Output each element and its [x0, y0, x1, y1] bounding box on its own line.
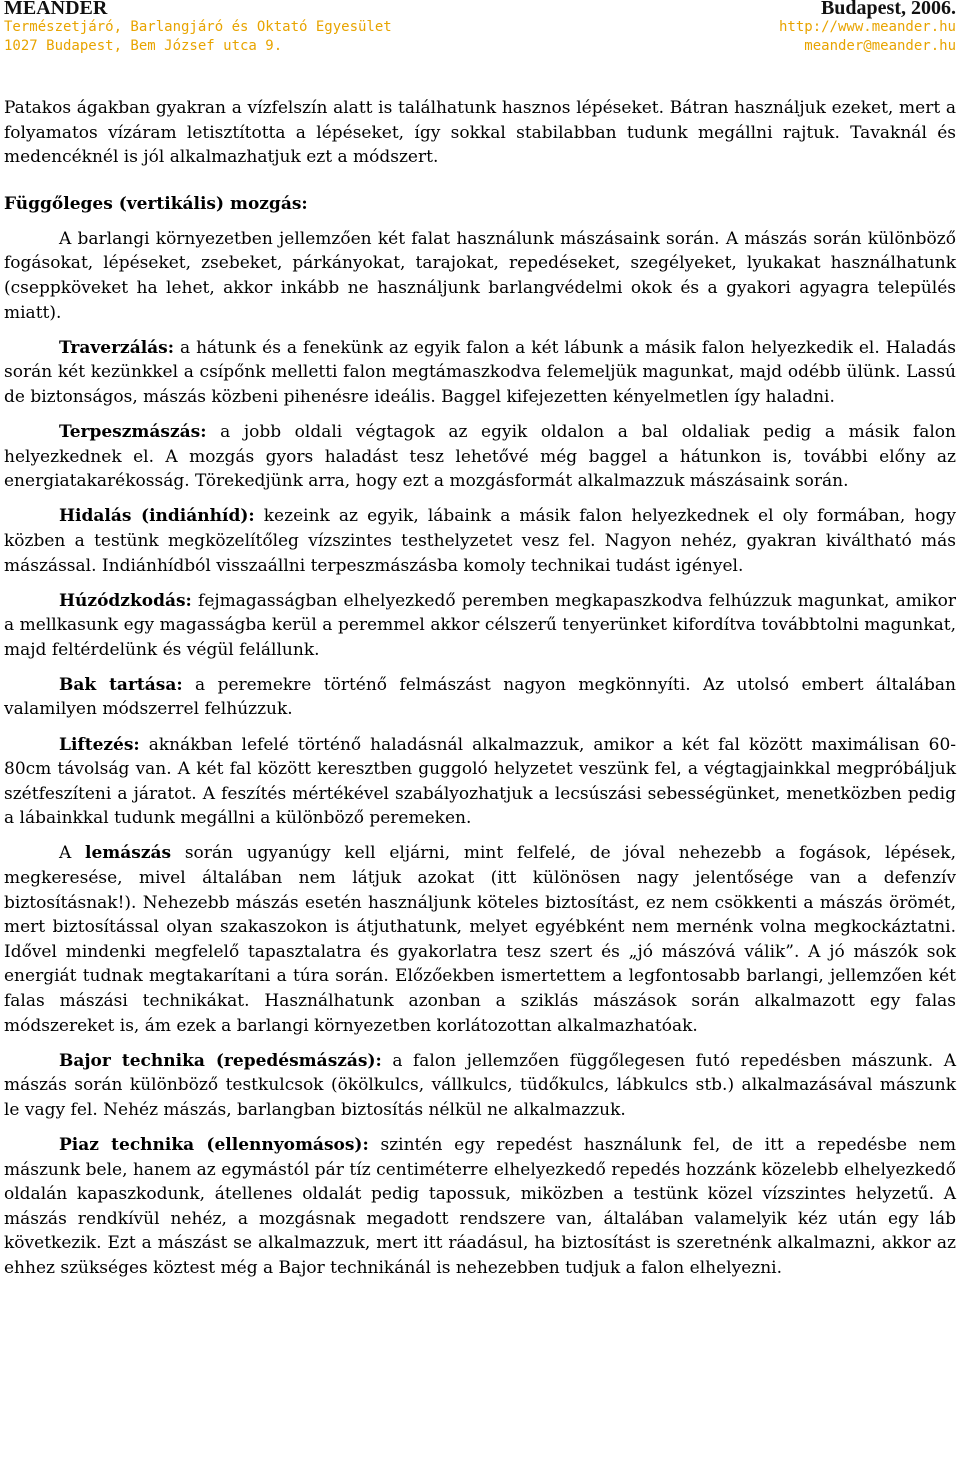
- term-bajor-technika: Bajor technika (repedésmászás):: [59, 1050, 382, 1071]
- page-header: [0, 0, 960, 72]
- section-heading: Függőleges (vertikális) mozgás:: [4, 193, 308, 214]
- header-left: [4, 0, 392, 56]
- paragraph-bajor-technika: [4, 1049, 956, 1123]
- header-right: [779, 0, 956, 56]
- text-bajor-technika: a falon jellemzően függőlegesen futó repedésben mászunk. A mászás során különböző testkulcsok (ökölkulcs, vállkulcs, tüdőkulcs, lábkulcs stb.) alkalmazásával mászunk le vagy fel. Nehéz mászás, barlangban biztosítás nélkül ne alkalmazzuk.: [4, 1050, 956, 1120]
- paragraph-hidalas: [4, 504, 956, 578]
- term-terpeszmaszas: Terpeszmászás:: [59, 422, 207, 443]
- term-traverzalas: Traverzálás:: [59, 337, 175, 358]
- paragraph-huzodzkodas: [4, 589, 956, 663]
- term-liftezes: Liftezés:: [59, 734, 140, 755]
- website-link[interactable]: http://www.meander.hu: [778, 19, 956, 35]
- org-name: MEANDER: [4, 0, 108, 19]
- paragraph-bak-tartasa: [4, 673, 956, 722]
- text-liftezes: aknákban lefelé történő haladásnál alkalmazzuk, amikor a két fal között maximálisan 60-80cm távolság van. A két fal között keresztben guggoló helyzetet veszünk fel, a végtagjainkkal megpróbáljuk szétfeszíteni a járatot. A feszítés mértékével szabályozhatjuk a lecsúszási sebességünket, menetközben pedig a lábainkkal tudunk megállni a különböző peremeken.: [4, 734, 956, 829]
- city-year: Budapest, 2006.: [820, 0, 956, 19]
- text-huzodzkodas: fejmagasságban elhelyezkedő peremben megkapaszkodva felhúzzuk magunkat, amikor a mellkasunk egy magasságba kerül a peremmel akkor célszerű tenyerünket kifordítva továbbtolni magunkat, majd feltérdelünk és végül felállunk.: [4, 590, 956, 660]
- term-lemaszas: lemászás: [85, 843, 172, 864]
- email-link[interactable]: meander@meander.hu: [804, 38, 956, 54]
- text-hidalas: kezeink az egyik, lábaink a másik falon helyezkednek el oly formában, hogy közben a testünk megközelítőleg vízszintes testhelyzetet vesz fel. Nagyon nehéz, gyakran kiváltható más mászással. Indiánhídból visszaállni terpeszmászásba komoly technikai tudást igényel.: [4, 506, 956, 576]
- paragraph-intro: A barlangi környezetben jellemzően két falat használunk mászásaink során. A mászás során különböző fogásokat, lépéseket, zsebeket, párkányokat, tarajokat, repedéseket, szegélyeket, lyukakat használhatunk (cseppköveket ha lehet, akkor inkább ne használjunk barlangvédelmi okok és a gyakori agyagra település miatt).: [4, 228, 956, 323]
- paragraph-piaz-technika: [4, 1133, 956, 1281]
- prefix-lemaszas: A: [59, 843, 85, 864]
- text-lemaszas: során ugyanúgy kell eljárni, mint felfelé, de jóval nehezebb a fogások, lépések, megkeresése, mivel általában nem látjuk azokat (itt különösen nagy jelentősége van a defenzív biztosításnak!). Nehezebb mászás esetén használjunk köteles biztosítást, ez nem csökkenti a mászás örömét, mert biztosítással olyan szakaszokon is átjuthatunk, melyet egyébként nem mernénk volna megkockáztatni. Idővel mindenki megfelelő tapasztalatra és gyakorlatra tesz szert és „jó mászóvá válik”. A jó mászók sok energiát tudnak megtakarítani a túra során. Előzőekben ismertettem a legfontosabb barlangi, jellemzően két falas mászási technikákat. Használhatunk azonban a sziklás mászások során alkalmazott egy falas módszereket is, ám ezek a barlangi környezetben korlátozottan alkalmazhatóak.: [4, 843, 956, 1036]
- paragraph-streams: Patakos ágakban gyakran a vízfelszín alatt is találhatunk hasznos lépéseket. Bátran használjuk ezeket, mert a folyamatos vízáram letisztította a lépéseket, így sokkal stabilabban tudunk megállni rajtuk. Tavaknál és medencéknél is jól alkalmazhatjuk ezt a módszert.: [4, 98, 956, 168]
- text-bak-tartasa: a peremekre történő felmászást nagyon megkönnyíti. Az utolsó embert általában valamilyen módszerrel felhúzzuk.: [4, 674, 956, 720]
- org-address: 1027 Budapest, Bem József utca 9.: [4, 38, 283, 54]
- document-body: [4, 96, 956, 1281]
- paragraph-terpeszmaszas: [4, 420, 956, 494]
- paragraph-liftezes: [4, 733, 956, 831]
- term-hidalas: Hidalás (indiánhíd):: [59, 506, 255, 527]
- text-piaz-technika: szintén egy repedést használunk fel, de itt a repedésbe nem mászunk bele, hanem az egymástól pár tíz centiméterre elhelyezkedő repedés hozzánk közelebb elhelyezkedő oldalán kapaszkodunk, átellenes oldalát pedig tapossuk, miközben a testünk közel vízszintes helyzetű. A mászás rendkívül nehéz, a mozgásnak megadott rendszere van, általában valamelyik kéz után egy láb következik. Ezt a mászást se alkalmazzuk, mert itt ráadásul, ha biztosítást is szeretnénk alkalmazni, akkor az ehhez szükséges köztest még a Bajor technikánál is nehezebben tudjuk a falon elhelyezni.: [4, 1134, 956, 1278]
- text-traverzalas: a hátunk és a fenekünk az egyik falon a két lábunk a másik falon helyezkedik el. Haladás során két kezünkkel a csípőnk melletti falon megtámaszkodva felemeljük magunkat, majd odébb ülünk. Lassú de biztonságos, mászás közbeni pihenésre ideális. Baggel kifejezetten kényelmetlen így haladni.: [4, 337, 956, 407]
- paragraph-lemaszas: [4, 841, 956, 1038]
- org-fullname: Természetjáró, Barlangjáró és Oktató Egyesület: [4, 19, 392, 35]
- paragraph-traverzalas: [4, 336, 956, 410]
- term-huzodzkodas: Húzódzkodás:: [59, 590, 192, 611]
- term-piaz-technika: Piaz technika (ellennyomásos):: [59, 1134, 369, 1155]
- text-terpeszmaszas: a jobb oldali végtagok az egyik oldalon a bal oldaliak pedig a másik falon helyezkednek el. A mozgás gyors haladást tesz lehetővé még baggel a hátunkon is, további előny az energiatakarékosság. Törekedjünk arra, hogy ezt a mozgásformát alkalmazzuk mászásaink során.: [4, 422, 956, 492]
- term-bak-tartasa: Bak tartása:: [59, 674, 183, 695]
